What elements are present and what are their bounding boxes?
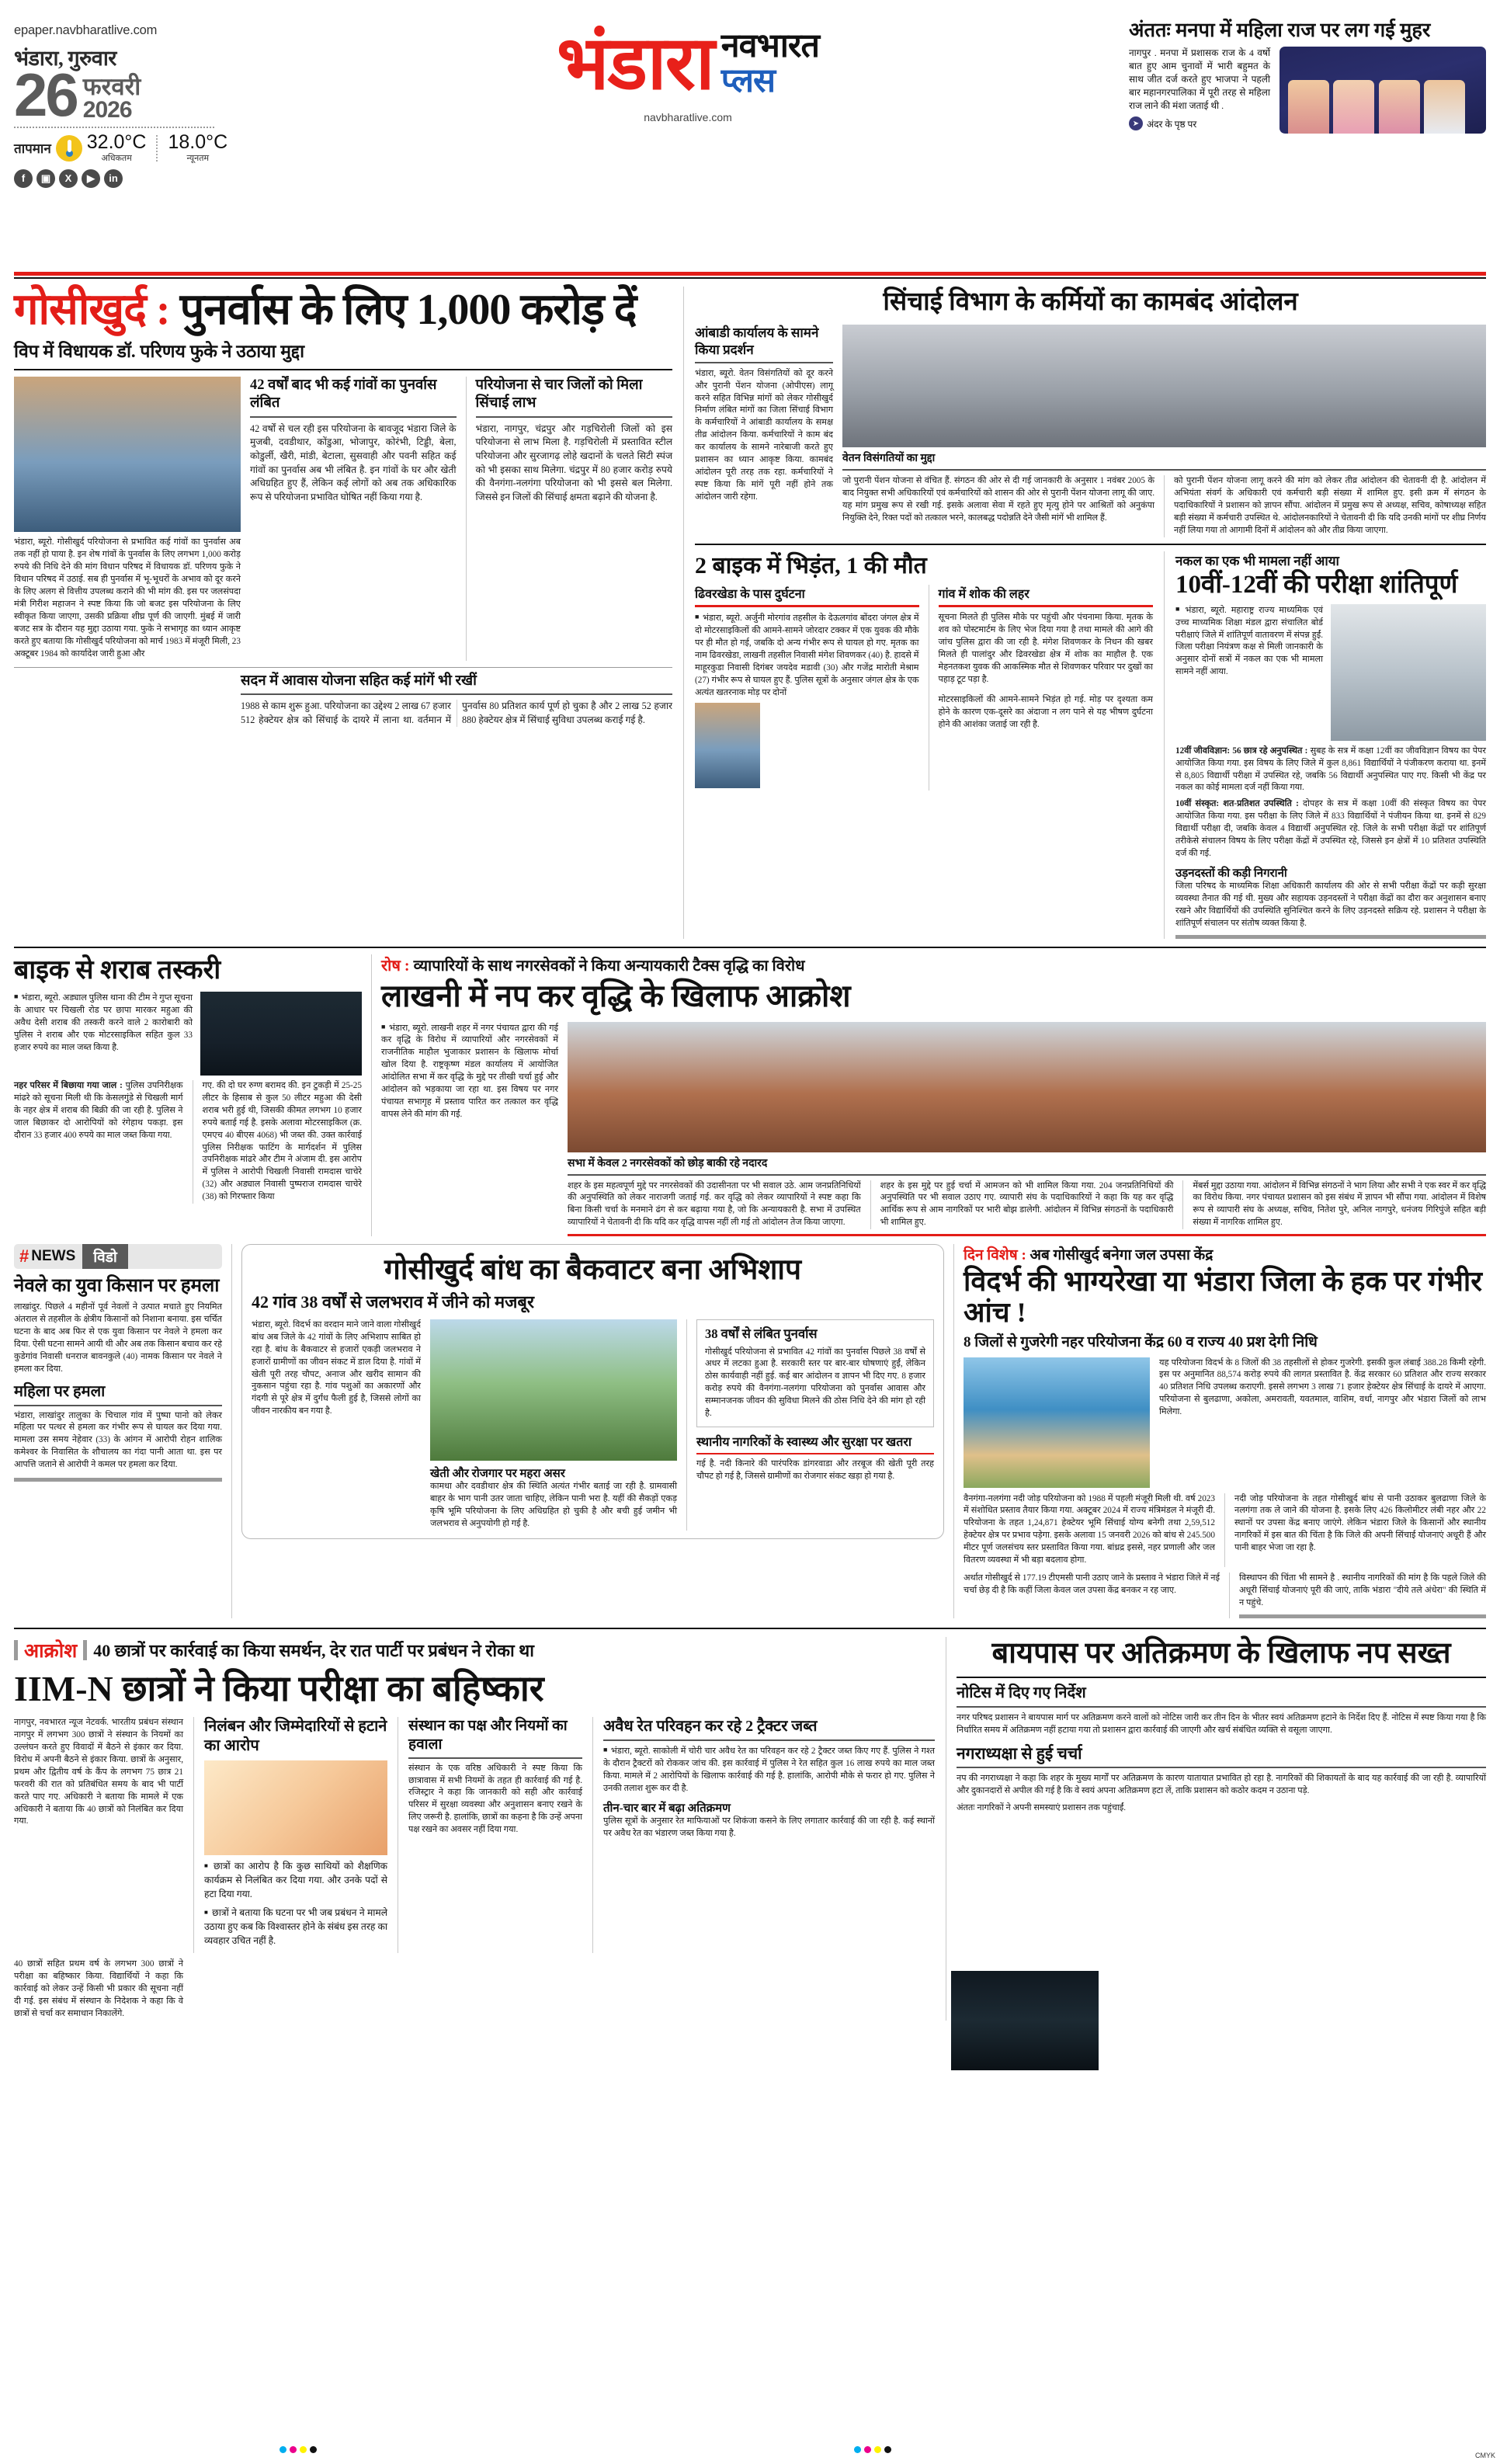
logo-navbharat: नवभारत	[720, 27, 820, 64]
x-twitter-icon[interactable]: X	[59, 169, 78, 188]
dam-col2-title: स्थानीय नागरिकों के स्वास्थ्य और सुरक्षा पर खतरा	[696, 1435, 912, 1449]
vidarbha-col3: नदी जोड़ परियोजना के तहत गोसीखुर्द बांध से पानी उठाकर बुलढाणा जिले के नलगंगा तक ले जाने की योजना है. इसके लिए 426 किलोमीटर लंबी नहर और 22 स्थानों पर उपसा केंद्र बनाए जाएंगे. लेकिन भंडारा जिले के किसानों और स्थानीय नागरिकों में इस बात की चिंता है कि जिले की अपनी सिंचाई योजनाएं अधूरी हैं और पानी बाहर भेजा जा रहा है.	[1224, 1493, 1486, 1567]
lead-headline	[14, 287, 672, 333]
news-video-h2: महिला पर हमला	[14, 1382, 106, 1400]
lead-headline-rest: पुनर्वास के लिए 1,000 करोड़ दें	[169, 286, 637, 334]
epaper-url[interactable]: epaper.navbharatlive.com	[14, 23, 158, 37]
band-two	[14, 954, 1486, 1237]
iim-kicker-bar	[14, 1637, 935, 1663]
top-story-text: नागपुर . मनपा में प्रशासक राज के 4 वर्षो बात हुए आम चुनावों में भारी बहुमत के साथ जीत दर्ज करते हुए भाजपा ने पहली बार महानगरपालिका में पूरी तरह से महिला राज लाने की मंशा जताई थी .	[1129, 47, 1270, 112]
irrigation-col2: जो पुरानी पेंशन योजना से वंचित हैं. संगठन की ओर से दी गई जानकारी के अनुसार 1 नवंबर 2005 के बाद नियुक्त सभी अधिकारियों एवं कर्मचारियों को शासन की ओर से पुरानी पेंशन योजना लागू की जाए. यह मांग प्रमुख रूप से रखी गई. इसके अलावा सेवा में रहते हुए मृत्यु होने पर आश्रितों को अनुकंपा नियुक्ति देने, रिक्त पदों को तत्काल भरने, कालबद्ध पदोन्नति देने जैसी मांगें भी शामिल हैं.	[842, 476, 1155, 523]
lead-col-2	[466, 377, 673, 660]
linkedin-icon[interactable]: in	[104, 169, 123, 188]
bike-crash-col2: सूचना मिलते ही पुलिस मौके पर पहुंची और पंचनामा किया. मृतक के शव को पोस्टमार्टम के लिए भेज दिया गया है तथा मामले की आगे की जांच पुलिस द्वारा की जा रही है. मंगेश शिवणकर के निधन की खबर मिलते ही पालांदुर और ढिवरखेडा क्षेत्र में शोक का माहौल है. एक मेहनतकश युवक की आकस्मिक मौत से शिवणकर परिवार पर दुखों का पहाड़ टूट पड़ा है.	[938, 613, 1153, 684]
vidarbha-kicker-rest: अब गोसीखुर्द बनेगा जल उपसा केंद्र	[1026, 1247, 1214, 1264]
top-story-photo	[1280, 47, 1486, 134]
news-video-tag[interactable]	[14, 1244, 222, 1269]
exam-sub2	[1175, 798, 1486, 860]
lead-col1-head: 42 वर्षों बाद भी कई गांवों का पुनर्वास लंबित	[250, 377, 437, 412]
dam-badge	[696, 1319, 934, 1427]
dam-col1: भंडारा, ब्यूरो. विदर्भ का वरदान माने जाने वाला गोसीखुर्द बांध अब जिले के 42 गांवों के लिए अभिशाप साबित हो रहा है. बांध के बैकवाटर से हजारों एकड़ी जलभराव ने हजारों ग्रामीणों का जीवन संकट में डाल दिया है. गांवों में खेती पूरी तरह चौपट, अनाज और खरीद सामान की नुकसान पहुंचा रहा है. गांव पशुओं का अकारणों और गंदगी से पूरे क्षेत्र में दुर्गंध फैली हुई है, जिससे लोगों का जीवन नारकीय बन गया है.	[252, 1319, 421, 1416]
laakhani-col4: मेंबर्स मुद्दा उठाया गया. आंदोलन में विभिन्न संगठनों ने भाग लिया और सभी ने एक स्वर में कर वृद्धि का विरोध किया. नगर पंचायत प्रशासन को इस संबंध में ज्ञापन भी सौंपा गया. आंदोलन में विशेष रूप से व्यापारी संघ के अध्यक्ष, सचिव, नितेश पुरे, अनिल नागपुरे, धनंजय गिरिपुंजे सहित बड़ी संख्या में नागरिक शामिल हुए.	[1182, 1180, 1486, 1230]
lead-headline-red: गोसीखुर्द :	[14, 286, 170, 334]
iim-cartoon	[204, 1760, 387, 1855]
dam-box	[241, 1244, 944, 1538]
lead-second-head: सदन में आवास योजना सहित कई मांगें भी रखीं	[241, 672, 477, 689]
vidarbha-col5: विस्थापन की चिंता भी सामने है . स्थानीय नागरिकों की मांग है कि पहले जिले की अधूरी सिंचाई योजनाएं पूरी की जाएं, ताकि भंडारा "दीये तले अंधेरा" की स्थिति में न पहुंचे.	[1239, 1573, 1486, 1607]
victim-photo	[695, 703, 760, 788]
lead-photo-col	[14, 377, 241, 660]
bike-crash-sub2: गांव में शोक की लहर	[938, 588, 1030, 602]
news-video-t1: लाखांदुर. पिछले 4 महीनों पूर्व नेवलों ने उत्पात मचाते हुए नियमित अंतराल से तहसील के क्षेत्रीय किसानों को निशाना बनाया. इस चर्चित घटना के बाद अब फिर से एक युवा किसान पर नेवले ने हमला कर दिया. ऐसी घटना सामने आयी थी और अब तक किसान बचाव कर रहे कुडेगांव निवासी धनराज बावनकुले (40) नामक किसान पर नेवले ने हमला कर दिया.	[14, 1302, 222, 1374]
vidarbha-headline: विदर्भ की भाग्यरेखा या भंडारा जिला के हक पर गंभीर आंच !	[964, 1266, 1482, 1329]
lead-col1-text: 42 वर्षों से चल रही इस परियोजना के बावजूद भंडारा जिले के मुजबी, दवडीथार, कोंडुआ, भोजापुर, कोरंभी, टिड्डी, बेला, कोडुर्ली, खैरी, मांडी, बेटाला, सुसवाही और पवनी सहित कई गांवों का पुनर्वास अब भी लंबित है. इन गांवों के घर और खेती अधिग्रहित हुए हैं, लेकिन कई लोगों को अब तक अधिकारिक रूप से परियोजना प्रभावित घोषित नहीं किया गया है.	[250, 422, 457, 503]
video-tag-label: विडो	[82, 1244, 128, 1269]
date-year: 2026	[82, 96, 132, 123]
exam-sub1-title: 12वीं जीवविज्ञान: 56 छात्र रहे अनुपस्थित :	[1175, 745, 1308, 756]
bypass-notice-text: नगर परिषद प्रशासन ने बायपास मार्ग पर अतिक्रमण करने वालों को नोटिस जारी कर तीन दिन के भीतर स्वयं अतिक्रमण हटाने के निर्देश दिए हैं. नोटिस में स्पष्ट किया गया है कि निर्धारित समय में अतिक्रमण नहीं हटाया गया तो प्रशासन द्वारा कार्रवाई की जाएगी और खर्च संबंधित व्यक्ति से वसूला जाएगा.	[957, 1712, 1486, 1735]
bike-crash-col2b: मोटरसाइकिलों की आमने-सामने भिड़ंत हो गई. मोड़ पर दृश्यता कम होने के कारण एक-दूसरे का अंदाजा न लग पाने से यह भीषण दुर्घटना होने की आशंका जताई जा रही है.	[938, 694, 1153, 729]
vidarbha-kicker-red: दिन विशेष :	[964, 1247, 1026, 1264]
dam-col1b: कामधा और दवडीथार क्षेत्र की स्थिति अत्यंत गंभीर बताई जा रही है. ग्रामवासी बाहर के भाग पानी उतर जाता चाहिए, लेकिन पानी भरा है. यहीं की सैकड़ों एकड़ कृषि भूमि परियोजना के लिए अधिग्रहित हो चुकी है और बची हुई जमीन भी जलभराव से अनुपयोगी हो गई है.	[430, 1481, 677, 1528]
iim-bullet: ■ छात्रों का आरोप है कि कुछ साथियों को शैक्षणिक कार्यक्रम से निलंबित कर दिया गया. और उनके पदों से हटा दिया गया.	[204, 1860, 387, 1901]
liquor-sub-title: नहर परिसर में बिछाया गया जाल :	[14, 1081, 123, 1091]
temp-min-value: 18.0°C	[168, 130, 228, 153]
iim-kicker: 40 छात्रों पर कार्रवाई का किया समर्थन, देर रात पार्टी पर प्रबंधन ने रोका था	[93, 1640, 534, 1660]
band-three	[14, 1244, 1486, 1618]
band-four	[14, 1637, 1486, 2021]
irrigation-headline: सिंचाई विभाग के कर्मियों का कामबंद आंदोलन	[883, 288, 1298, 316]
lead-subhead: विप में विधायक डॉ. परिणय फुके ने उठाया मुद्दा	[14, 342, 305, 362]
irrigation-col1: भंडारा, ब्यूरो. वेतन विसंगतियों को दूर करने और पुरानी पेंशन योजना (ओपीएस) लागू करने सहित विभिन्न मांगों को लेकर गोसीखुर्द निर्माण लंबित मांगों का जिला सिंचाई विभाग के कर्मचारियों ने आंबाडी कार्यालय के समक्ष तीव्र आंदोलन किया. कर्मचारियों ने काम बंद कर कार्यालय के सामने नारेबाजी करते हुए प्रशासन का ध्यान आकृष्ट किया. कामबंद आंदोलन पूरी तरह तक रहा. कर्मचारियों ने स्पष्ट किया कि मांगें पूरी नहीं होने तक आंदोलन जारी रहेगा.	[695, 368, 833, 502]
iim-headline: IIM-N छात्रों ने किया परीक्षा का बहिष्कार	[14, 1668, 544, 1708]
news-tag-label: NEWS	[31, 1248, 76, 1265]
vidarbha-col2: वैनगंगा-नलगंगा नदी जोड़ परियोजना को 1988 में पहली मंजूरी मिली थी. वर्ष 2023 में संशोधित प्रस्ताव तैयार किया गया. अक्टूबर 2024 में राज्य मंत्रिमंडल ने मंजूरी दी. परियोजना के तहत 1,24,871 हेक्टेयर भूमि सिंचाई योग्य बनेगी तथा 2,59,512 हेक्टेयर क्षेत्र पर प्रभाव पड़ेगा. इसके अलावा 15 जनवरी 2026 को बांध से 245.500 मीटर पूर्ण जलसंचय स्तर प्रस्तावित किया गया. बांध्रद्र इससे, नहर प्रणाली और जल वितरण व्यवस्था में भी बड़ा बदलाव होगा.	[964, 1493, 1215, 1566]
laakhani-kicker-red: रोष :	[381, 957, 410, 975]
dam-col1b-title: खेती और रोजगार पर महरा असर	[430, 1467, 565, 1480]
laakhani-col3: शहर के इस मुद्दे पर हुई चर्चा में आमजन को भी शामिल किया गया. 204 जनप्रतिनिधियों की अनुपस्थिति पर भी सवाल उठाए गए. व्यापारी संघ के पदाधिकारियों ने कहा कि यह कर वृद्धि आर्थिक रूप से आम नागरिकों पर भारी बोझ डालेगी. आंदोलन में विभिन्न संगठनों के पदाधिकारी भी शामिल हुए.	[870, 1180, 1174, 1230]
dam-badge-title: 38 वर्षों से लंबित पुनर्वास	[705, 1326, 818, 1341]
vidarbha-col4: अर्थात गोसीखुर्द से 177.19 टीएमसी पानी उठाए जाने के प्रस्ताव ने भंडारा जिले में नई चर्चा छेड़ दी है कि कहीं जिला केवल जल उपसा केंद्र बनकर न रह जाए.	[964, 1573, 1220, 1595]
liquor-story	[14, 954, 371, 1237]
temp-separator	[156, 135, 158, 162]
irrigation-photo-caption: वेतन विसंगतियों का मुद्दा	[842, 453, 936, 465]
date-month: फरवरी	[82, 72, 141, 100]
iim-col5: ■ भंडारा, ब्यूरो. साकोली में चोरी चार अवैध रेत का परिवहन कर रहे 2 ट्रैक्टर जब्त किए गए हैं. पुलिस ने गश्त के दौरान ट्रैक्टरों को रोककर जांच की. इस कार्रवाई में पुलिस ने रेत सहित कुल 16 लाख रुपये का माल जब्त किया. मामले में 2 आरोपियों के खिलाफ कार्रवाई की गई है. हालांकि, आरोपी मौके से फरार हो गए. पुलिस ने उनकी तलाश शुरू कर दी है.	[603, 1745, 935, 1795]
edition-place-day: भंडारा, गुरुवार	[14, 47, 116, 70]
lead-story	[14, 287, 683, 939]
temp-min-block	[168, 130, 228, 164]
laakhani-col1: ■ भंडारा, ब्यूरो. लाखनी शहर में नगर पंचायत द्वारा की गई कर वृद्धि के विरोध में व्यापारियों और नगरसेवकों में राजनीतिक माहौल भुजाकार प्रशासन के खिलाफ मोर्चा खोल दिया है. राष्ट्रकृष्ण मंडल कार्यालय में आयोजित आंदोलित सभा में कर वृद्धि के मुद्दे पर तीखी चर्चा हुई और आंदोलन को भड़काया जा रहा था. इस विषय पर नगर पंचायत सभागृह में प्रस्ताव पारित कर तत्काल कर वृद्धि वापस लेने की मांग की गई.	[381, 1022, 558, 1121]
iim-col3-head: संस्थान का पक्ष और नियमों का हवाला	[408, 1718, 568, 1753]
iim-sub-head: निलंबन और जिम्मेदारियों से हटाने का आरोप	[204, 1718, 387, 1755]
lead-col2-text: भंडारा, नागपुर, चंद्रपुर और गड़चिरोली जिलों को इस परियोजना से लाभ मिला है. गड़चिरोली में प्रस्तावित स्टील परियोजना और सुरजागढ़ लोहे खदानों के चलते सिटी स्पंज को भी इसका साथ मिलेगा. चंद्रपुर में 80 हजार करोड़ रुपये की वैनगंगा-नलगंगा परियोजना को भी इससे बल मिलेगा. जिससे इन जिलों की सिंचाई क्षमता बढ़ाने की योजना है.	[475, 422, 672, 503]
vidarbha-subhead: 8 जिलों से गुजरेगी नहर परियोजना केंद्र 60 व राज्य 40 प्रश देगी निधि	[964, 1333, 1318, 1350]
dam-col2: गई है. नदी किनारे की पारंपरिक डांगरवाडा और तरबूज की खेती पूरी तरह चौपट हो गई है, जिससे ग्रामीणों का रोजगार संकट खड़ा हो गया है.	[696, 1458, 934, 1481]
iim-col4-text: 40 छात्रों सहित प्रथम वर्ष के लगभग 300 छात्रों ने परीक्षा का बहिष्कार किया. विद्यार्थियों ने कहा कि कार्रवाई को लेकर उन्हें किसी भी प्रकार की सूचना नहीं दी गई. इस संबंध में संस्थान के निदेशक ने कहा कि वे छात्रों से चर्चा कर समाधान निकालेंगे.	[14, 1959, 183, 2018]
top-story-inner-link[interactable]: अंदर के पृष्ठ पर	[1147, 118, 1197, 130]
social-links[interactable]	[14, 169, 247, 188]
exam-story	[1164, 551, 1486, 939]
bypass-headline: बायपास पर अतिक्रमण के खिलाफ नप सख्त	[991, 1636, 1451, 1670]
news-video-h1: नेवले का युवा किसान पर हमला	[14, 1276, 220, 1297]
masthead-rules	[14, 272, 1486, 279]
exam-headline: 10वीं-12वीं की परीक्षा शांतिपूर्ण	[1175, 570, 1458, 599]
date-block	[14, 61, 247, 129]
bike-crash-story	[695, 551, 1153, 939]
bypass-story	[946, 1637, 1486, 2021]
masthead-left	[14, 11, 247, 188]
laakhani-kicker-rest: व्यापारियों के साथ नगरसेवकों ने किया अन्यायकारी टैक्स वृद्धि का विरोध	[409, 957, 805, 975]
iim-story	[14, 1637, 946, 2021]
lead-band	[14, 287, 1486, 939]
instagram-icon[interactable]: ▣	[36, 169, 55, 188]
cmyk-mark: CMYK	[1474, 2452, 1495, 2459]
exam-col1: ■ भंडारा, ब्यूरो. महाराष्ट्र राज्य माध्यमिक एवं उच्च माध्यमिक शिक्षा मंडल द्वारा संचालित बोर्ड परीक्षाएं जिले में शांतिपूर्ण वातावरण में संपन्न हुईं. जिला परीक्षा नियंत्रण कक्ष से मिली जानकारी के अनुसार दोनों सत्रों में नकल का एक भी मामला सामने नहीं आया.	[1175, 604, 1323, 741]
exam-sub2-text: दोपहर के सत्र में कक्षा 10वीं की संस्कृत विषय का पेपर आयोजित किया गया. इस परीक्षा के लिए जिले में 833 विद्यार्थियों ने पंजीयन किया था. इनमें से 829 विद्यार्थी परीक्षा दी, जबकि केवल 4 विद्यार्थी अनुपस्थित रहे. जिले के सभी परीक्षा केंद्रों पर शांतिपूर्ण तरीकेसे संचालन विषय के लिए परीक्षा केंद्रों में उपस्थित रहे, जिससे इन क्षेत्रों में 10 प्रतिशत उपस्थिति दर्ज की गई.	[1175, 799, 1486, 858]
iim-tag: आक्रोश	[24, 1640, 78, 1662]
exam-sub3-title: उड़नदस्तों की कड़ी निगरानी	[1175, 867, 1287, 880]
vidarbha-col1: यह परियोजना विदर्भ के 8 जिलों की 38 तहसीलों से होकर गुजरेगी. इसकी कुल लंबाई 388.28 किमी रहेगी. इस पर अनुमानित 88,574 करोड़ रुपये की लागत प्रस्तावित है. केंद्र सरकार 60 प्रतिशत और राज्य सरकार 40 प्रतिशत निधि उपलब्ध कराएगी. इससे लगभग 3 लाख 71 हजार हेक्टेयर क्षेत्र सिंचाई के दायरे में आएगा. परियोजना से बुलढाणा, अकोला, अमरावती, यवतमाल, वाशिम, वर्धा, नागपुर और भंडारा जिलों को लाभ मिलेगा.	[1159, 1357, 1486, 1417]
masthead-top-story	[1129, 11, 1486, 134]
liquor-col2: गए. की दो घर रुग्ण बरामद की. इन टुकड़ी में 25-25 लीटर के हिसाब से कुल 50 लीटर महुआ की देसी शराब भरी हुई थी, जिसकी कीमत लगभग 10 हजार रुपये बताई गई है. इसके अलावा मोटरसाइकिल (क्र. एमएच 40 बीएस 4068) भी जब्त की. उक्त कार्रवाई पुलिस निरीक्षक फाटिंग के मार्गदर्शन में पुलिस उपनिरीक्षक मांढरे और टीम ने अंजाम दी. इस आरोप में पुलिस ने आरोपी चिखली निवासी रामदास चाचेरे (32) और अड्याल निवासी पुष्पराज रामदास चाचेरे (38) को गिरफ्तार किया	[202, 1081, 362, 1202]
iim-lead: नागपुर, नवभारत न्यूज नेटवर्क. भारतीय प्रबंधन संस्थान नागपुर में लगभग 300 छात्रों ने संस्थान के नियमों का उल्लंघन करते हुए विवादों में बैठने से इंकार कर दिया. विरोध में अपनी बैठने से इंकार किया. छात्रों के अनुसार, प्रथम और द्वितीय वर्ष के कैंप के लगभग 75 छात्र 21 फरवरी की रात को प्रतिबंधित समय के बाद भी पार्टी करते पाए गए. अधिकारी ने बताया कि मामले में एक अधिकारी ने बताया कि 40 छात्रों को निलंबित कर दिया गया.	[14, 1718, 183, 1826]
dam-story	[231, 1244, 953, 1618]
logo-title: भंडारा	[556, 22, 714, 105]
laakhani-photo	[568, 1022, 1486, 1152]
dam-badge-text: गोसीखुर्द परियोजना से प्रभावित 42 गांवों का पुनर्वास पिछले 38 वर्षों से अधर में लटका हुआ है. सरकारी स्तर पर बार-बार घोषणाएं हुईं, लेकिन ठोस कार्यवाही नहीं हुई. कई बार आंदोलन व ज्ञापन भी दिए गए. 8 हजार करोड़ रुपये की वैनगंगा-नलगंगा परियोजना को पुनर्वास आवास और सम्मानजनक जीवन की सुविधा मिलने की ठोस निधि देने की मांग हो रही है.	[705, 1347, 925, 1419]
lead-col2-head: परियोजना से चार जिलों को मिला सिंचाई लाभ	[475, 377, 643, 412]
news-video-t2: भंडारा, लाखांदुर तालुका के चिचाल गांव में पुष्पा पानो को लेकर महिला पर पत्थर से हमला कर गंभीर रूप से घायल कर दिया गया. मामला उस समय नेहेवार (33) के आंगन में आरोपी रोहन शालिक कमेश्वर के निवासित के शौचालय का गंदा पानी आता था. इस पर आपत्ति जताने से आरोपी ने कमल पर हमला कर दिया.	[14, 1410, 222, 1470]
top-story-headline: अंततः मनपा में महिला राज पर लग गई मुहर	[1129, 19, 1431, 41]
liquor-col1: ■ भंडारा, ब्यूरो. अड्याल पुलिस थाना की टीम ने गुप्त सूचना के आधार पर चिखली रोड पर छापा मारकर महुआ की अवैध देसी शराब की तस्करी करने वाले 2 कारोबारी को पुलिस ने शराब और एक मोटरसाइकिल सहित कुल 33 हजार रुपये का माल जब्त किया है.	[14, 992, 193, 1055]
exam-sub3-text: जिला परिषद के माध्यमिक शिक्षा अधिकारी कार्यालय की ओर से सभी परीक्षा केंद्रों पर कड़ी सुरक्षा व्यवस्था तैनात की गई थी. मुख्य और सहायक उड़नदस्तों ने परीक्षा केंद्रों का दौरा कर अनुशासन बनाए रखने और विद्यार्थियों की उपस्थिति सुनिश्चित करने के लिए उड़नदस्ते सक्रिय रहे. प्रशासन ने परीक्षा के शांतिपूर्ण संचालन पर संतोष व्यक्त किया है.	[1175, 881, 1486, 928]
liquor-photo	[200, 992, 362, 1076]
temperature-label: तापमान	[14, 141, 51, 157]
iim-col3: संस्थान के एक वरिष्ठ अधिकारी ने स्पष्ट किया कि छात्रावास में सभी नियमों के तहत ही कार्रवाई की गई है. रजिस्ट्रार ने कहा कि जानकारी को सही और कार्रवाई परिसर में सुरक्षा व्यवस्था और अनुशासन बनाए रखने के लिए जरूरी है. हालांकि, छात्रों का कहना है कि उन्हें अपना पक्ष रखने का अवसर नहीं दिया गया.	[408, 1763, 582, 1835]
dam-subhead: 42 गांव 38 वर्षों से जलभराव में जीने को मजबूर	[252, 1292, 534, 1312]
dam-headline: गोसीखुर्द बांध का बैकवाटर बना अभिशाप	[384, 1254, 801, 1287]
iim-col5b-head: तीन-चार बार में बढ़ा अतिक्रमण	[603, 1802, 731, 1815]
laakhani-col2: शहर के इस महत्वपूर्ण मुद्दे पर नगरसेवकों की उदासीनता पर भी सवाल उठे. आम जनप्रतिनिधियों की अनुपस्थिति को लेकर नाराजगी जताई गई. कर वृद्धि को लेकर व्यापारियों ने स्पष्ट कहा कि बिना किसी चर्चा के मनमाने ढंग से कर बढ़ाया गया है, जो कि अन्यायकारी है. सभा में उपस्थित व्यापारियों ने चेतावनी दी कि यदि कर वृद्धि वापस नहीं ली गई तो आंदोलन तेज किया जाएगा.	[568, 1180, 861, 1228]
lead-second-text: 1988 से काम शुरू हुआ. परियोजना का उद्देश्य 2 लाख 67 हजार 512 हेक्टेयर क्षेत्र को सिंचाई के दायरे में लाना था. वर्तमान में पुनर्वास 80 प्रतिशत कार्य पूर्ण हो चुका है और 2 लाख 52 हजार 880 हेक्टेयर क्षेत्र में सिंचाई सुविधा उपलब्ध कराई गई है.	[241, 700, 672, 725]
website-url[interactable]: navbharatlive.com	[644, 111, 732, 124]
date-day: 26	[14, 61, 77, 129]
vidarbha-photo	[964, 1357, 1150, 1488]
crash-exam-band	[695, 551, 1486, 939]
vidarbha-kicker	[964, 1244, 1486, 1264]
liquor-sub-text: पुलिस उपनिरीक्षक मांढरे को सूचना मिली थी कि केसलगुंडे से चिखली मार्ग के नहर क्षेत्र में शराब की बिक्री की जा रही है. पुलिस ने जाल बिछाकर दो आरोपियों को रंगेहाथ पकड़ा. इस दौरान 33 हजार 400 रुपये का माल जब्त किया गया.	[14, 1081, 183, 1140]
bypass-closing: अंततः नागरिकों ने अपनी समस्याएं प्रशासन तक पहुंचाईं.	[957, 1802, 1127, 1812]
hash-icon: #	[19, 1246, 30, 1267]
iim-bullets	[204, 1860, 387, 1948]
registration-marks	[280, 2446, 317, 2453]
laakhani-story	[371, 954, 1486, 1237]
temp-max-value: 32.0°C	[86, 130, 147, 153]
irrigation-col3: को पुरानी पेंशन योजना लागू करने की मांग को लेकर तीव्र आंदोलन की चेतावनी दी है. आंदोलन में अभियंता संवर्ग के अधिकारी एवं कर्मचारी बड़ी संख्या में शामिल हुए. इसी क्रम में संगठन के पदाधिकारियों ने प्रशासन को ज्ञापन सौंपा. आंदोलन में प्रमुख रूप से अध्यक्ष, सचिव, कोषाध्यक्ष सहित बड़ी संख्या में कर्मचारी उपस्थित थे. आंदोलनकारियों ने चेतावनी दी कि यदि उनकी मांगों पर शीघ्र निर्णय नहीं लिया गया तो आगामी दिनों में आंदोलन को और तीव्र किया जाएगा.	[1164, 475, 1486, 537]
bypass-sub-text: नप की नगराध्यक्षा ने कहा कि शहर के मुख्य मार्गों पर अतिक्रमण के कारण यातायात प्रभावित हो रहा है. नागरिकों की शिकायतों के बाद यह कार्रवाई की जा रही है. व्यापारियों और दुकानदारों से अपील की गई है कि वे स्वयं अपना अतिक्रमण हटा लें, ताकि प्रशासन को कठोर कदम न उठाना पड़े.	[957, 1774, 1486, 1795]
mla-photo	[14, 377, 241, 532]
temp-min-label: न्यूनतम	[186, 153, 210, 163]
dam-photo	[430, 1319, 677, 1461]
irrigation-photo	[842, 325, 1486, 447]
logo-plus: प्लस	[720, 62, 776, 99]
liquor-sub	[14, 1080, 183, 1142]
bike-crash-col1: ■ भंडारा, ब्यूरो. अर्जुनी मोरगांव तहसील के देऊलगांव बोंदरा जंगल क्षेत्र में दो मोटरसाइकिलों की आमने-सामने जोरदार टक्कर में एक युवक की मौके पर ही मौत हो गई, जबकि दो अन्य गंभीर रूप से घायल हो गए. मृतक का नाम ढिवरखेडा, लाखनी तहसील निवासी मंगेश शिवणकर (40) है. हादसे में माहूरकुडा निवासी दिगंबर जयदेव मडावी (30) और गजेंद्र मारोती मेश्राम (27) गंभीर रूप से घायल हुए हैं. पुलिस सूत्रों के अनुसार जंगल क्षेत्र के एक अत्यंत खतरनाक मोड़ पर दोनों	[695, 612, 919, 699]
iim-col5-head: अवैध रेत परिवहन कर रहे 2 ट्रैक्टर जब्त	[603, 1718, 818, 1736]
bike-crash-headline: 2 बाइक में भिड़ंत, 1 की मौत	[695, 552, 927, 579]
facebook-icon[interactable]: f	[14, 169, 33, 188]
youtube-icon[interactable]: ▶	[82, 169, 100, 188]
lead-intro-text: भंडारा, ब्यूरो. गोसीखुर्द परियोजना से प्रभावित कई गांवों का पुनर्वास अब तक नहीं हो पाया है. इन शेष गांवों के पुनर्वास के लिए लगभग 1,000 करोड़ रुपये की निधि देने की मांग विधान परिषद में विधायक डॉ. परिणय फुके ने विधान परिषद में उठाई. सब ही पुनर्वास में भू-भूधरों के अभाव को दूर करने के लिए अलग से वित्तीय उपलब्ध कराने की भी मांग की. इस पर जलसंपदा मंत्री गिरीश महाजन ने स्पष्ट किया कि जो बजट इस परियोजना के लिए स्वीकृत किया जाएगा, उसकी प्रक्रिया शीघ्र पूर्ण की जाएगी. मुंबई में जारी बजट सत्र के दौरान यह मुद्दा उठाया गया. फुके ने सभागृह का ध्यान आकृष्ट करते हुए बताया कि गोसीखुर्द परियोजना को मार्च 1983 में मंजूरी मिली, 23 अक्टूबर 1984 को कार्यादेश जारी हुआ और	[14, 537, 241, 659]
lead-second-block	[241, 672, 672, 728]
irrigation-story	[683, 287, 1486, 939]
temp-max-label: अधिकतम	[101, 153, 132, 163]
exam-sub2-title: 10वीं संस्कृत: शत-प्रतिशत उपस्थिति :	[1175, 799, 1299, 809]
irrigation-subhead: आंबाडी कार्यालय के सामने किया प्रदर्शन	[695, 325, 819, 357]
tractor-photo	[951, 1971, 1099, 2070]
news-video-box	[14, 1244, 231, 1618]
iim-bullet: ■ छात्रों ने बताया कि घटना पर भी जब प्रबंधन ने मामले उठाया हुए कब कि विश्वास्तर होने के संबंध इस तरह का व्यवहार उचित नहीं है.	[204, 1906, 387, 1948]
bike-crash-kicker: ढिवरखेडा के पास दुर्घटना	[695, 588, 805, 602]
masthead-logo	[247, 11, 1129, 123]
masthead	[14, 11, 1486, 267]
bypass-notice-head: नोटिस में दिए गए निर्देश	[957, 1684, 1086, 1701]
iim-col5b: पुलिस सूत्रों के अनुसार रेत माफियाओं पर शिकंजा कसने के लिए लगातार कार्रवाई की जा रही है. कई स्थानों पर अवैध रेत का भंडारण जब्त किया गया है.	[603, 1816, 935, 1838]
thermometer-icon	[56, 135, 82, 162]
arrow-icon: ➤	[1129, 116, 1143, 130]
laakhani-photo-caption: सभा में केवल 2 नगरसेवकों को छोड़ बाकी रहे नदारद	[568, 1157, 768, 1169]
exam-photo	[1331, 604, 1486, 741]
exam-sub1	[1175, 745, 1486, 795]
bypass-sub-head: नगराध्यक्षा से हुई चर्चा	[957, 1743, 1082, 1763]
temp-max-block	[86, 130, 147, 164]
liquor-headline: बाइक से शराब तस्करी	[14, 955, 221, 985]
exam-kicker: नकल का एक भी मामला नहीं आया	[1175, 553, 1339, 568]
vidarbha-story	[953, 1244, 1486, 1618]
temperature-block	[14, 130, 247, 164]
laakhani-kicker	[381, 954, 1486, 975]
lead-col-1	[250, 377, 457, 660]
laakhani-headline: लाखनी में नप कर वृद्धि के खिलाफ आक्रोश	[381, 978, 851, 1013]
exam-sub1-text: सुबह के सत्र में कक्षा 12वीं का जीवविज्ञान विषय का पेपर आयोजित किया गया. इस विषय के लिए जिले में कुल 8,861 विद्यार्थियों ने पंजीकरण कराया था. इनमें से 8,805 विद्यार्थी परीक्षा में उपस्थित रहे, जबकि 56 विद्यार्थी अनुपस्थित पाए गए. किसी भी केंद्र पर नकल का कोई मामला दर्ज नहीं किया गया.	[1175, 745, 1486, 793]
registration-marks	[854, 2446, 891, 2453]
